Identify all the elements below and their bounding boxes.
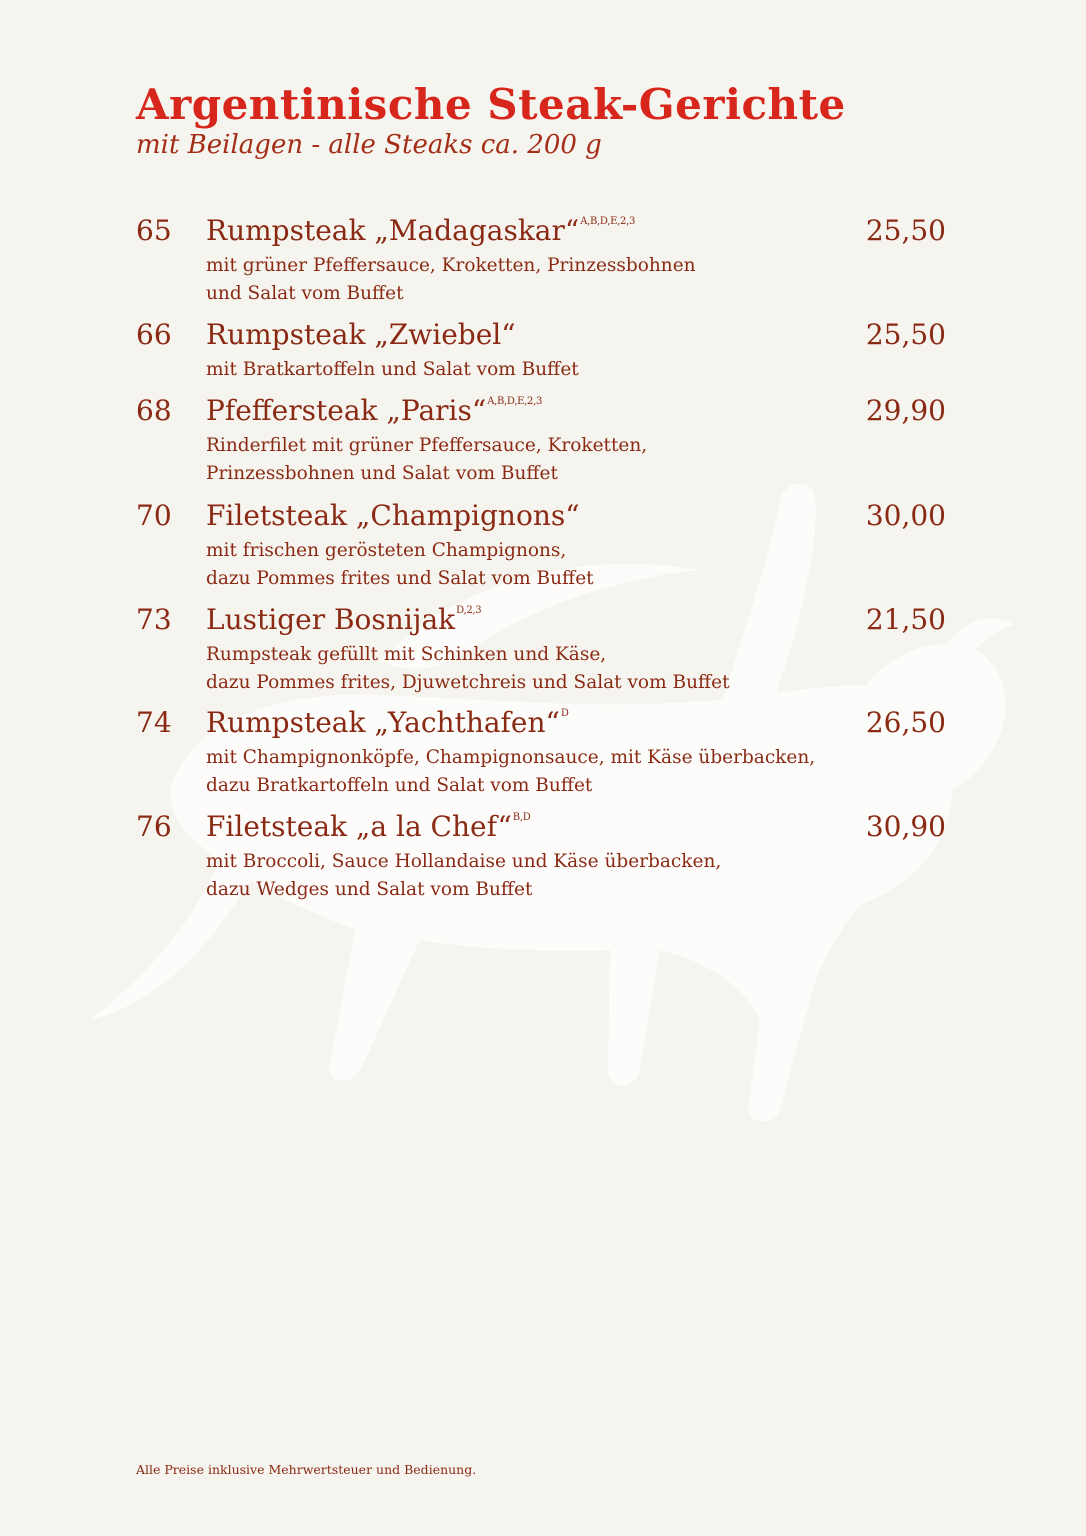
dish-description	[206, 641, 730, 697]
dish-price: 25,50	[865, 214, 946, 247]
dish-price: 30,00	[865, 499, 946, 532]
dish-price: 26,50	[865, 706, 946, 739]
dish-description	[206, 432, 647, 488]
dish-name-text: Rumpsteak „Zwiebel“	[206, 318, 516, 351]
dish-name	[206, 394, 542, 427]
dish-price: 29,90	[865, 394, 946, 427]
dish-number: 70	[136, 499, 172, 532]
dish-name-text: Filetsteak „Champignons“	[206, 499, 580, 532]
allergen-codes: D	[560, 708, 569, 719]
price-note: Alle Preise inklusive Mehrwertsteuer und Bedienung.	[136, 1462, 477, 1477]
dish-name-text: Lustiger Bosnijak	[206, 603, 456, 636]
dish-number: 73	[136, 603, 172, 636]
dish-description	[206, 744, 815, 800]
description-line: dazu Pommes frites und Salat vom Buffet	[206, 568, 594, 589]
dish-name	[206, 318, 516, 351]
dish-name-text: Filetsteak „a la Chef“	[206, 810, 512, 843]
description-line: mit Bratkartoffeln und Salat vom Buffet	[206, 359, 579, 380]
allergen-codes: D,2,3	[456, 605, 482, 616]
description-line: mit frischen gerösteten Champignons,	[206, 540, 567, 561]
description-line: mit grüner Pfeffersauce, Kroketten, Prinzessbohnen	[206, 255, 696, 276]
dish-description	[206, 848, 721, 904]
dish-description	[206, 537, 594, 593]
allergen-codes: B,D	[512, 812, 531, 823]
description-line: dazu Bratkartoffeln und Salat vom Buffet	[206, 775, 593, 796]
description-line: dazu Pommes frites, Djuwetchreis und Salat vom Buffet	[206, 672, 730, 693]
dish-price: 25,50	[865, 318, 946, 351]
dish-name	[206, 706, 569, 739]
allergen-codes: A,B,D,E,2,3	[487, 396, 543, 407]
dish-name	[206, 499, 580, 532]
page-subtitle: mit Beilagen - alle Steaks ca. 200 g	[136, 130, 602, 160]
dish-price: 30,90	[865, 810, 946, 843]
description-line: mit Broccoli, Sauce Hollandaise und Käse überbacken,	[206, 851, 722, 872]
description-line: und Salat vom Buffet	[206, 283, 404, 304]
dish-name	[206, 603, 481, 636]
dish-number: 65	[136, 214, 172, 247]
dish-number: 76	[136, 810, 172, 843]
description-line: Rinderfilet mit grüner Pfeffersauce, Kroketten,	[206, 435, 648, 456]
dish-price: 21,50	[865, 603, 946, 636]
page-title: Argentinische Steak-Gerichte	[136, 80, 846, 129]
dish-name-text: Rumpsteak „Yachthafen“	[206, 706, 560, 739]
description-line: Rumpsteak gefüllt mit Schinken und Käse,	[206, 644, 607, 665]
dish-number: 68	[136, 394, 172, 427]
dish-name	[206, 810, 530, 843]
dish-name	[206, 214, 635, 247]
description-line: mit Champignonköpfe, Champignonsauce, mit Käse überbacken,	[206, 747, 816, 768]
dish-name-text: Pfeffersteak „Paris“	[206, 394, 487, 427]
dish-number: 66	[136, 318, 172, 351]
dish-number: 74	[136, 706, 172, 739]
allergen-codes: A,B,D,E,2,3	[580, 216, 636, 227]
dish-description	[206, 252, 696, 308]
description-line: dazu Wedges und Salat vom Buffet	[206, 879, 533, 900]
dish-description	[206, 356, 579, 384]
dish-name-text: Rumpsteak „Madagaskar“	[206, 214, 580, 247]
description-line: Prinzessbohnen und Salat vom Buffet	[206, 463, 558, 484]
